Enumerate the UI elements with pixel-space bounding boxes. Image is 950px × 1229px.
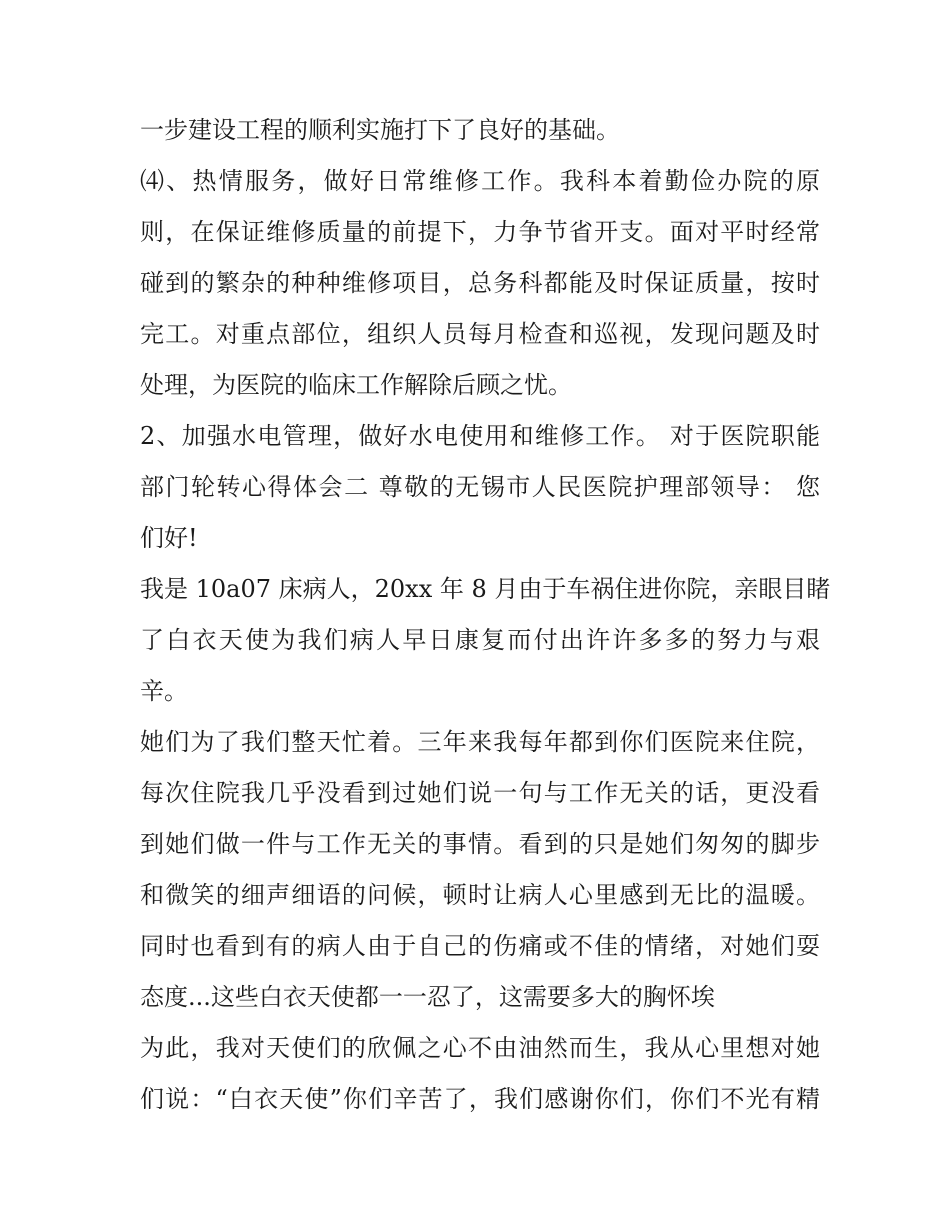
text-line: 我是 10a07 床病人，20xx 年 8 月由于车祸住进你院，亲眼目睹	[140, 575, 831, 603]
text-line: 完工。对重点部位，组织人员每月检查和巡视，发现问题及时	[140, 320, 820, 348]
text-line: 们好!	[140, 524, 198, 552]
text-line: 了白衣天使为我们病人早日康复而付出许许多多的努力与艰	[140, 626, 820, 654]
text-line: 到她们做一件与工作无关的事情。看到的只是她们匆匆的脚步	[140, 830, 820, 858]
text-line: 们说：“白衣天使”你们辛苦了，我们感谢你们，你们不光有精	[140, 1085, 820, 1113]
text-line: 她们为了我们整天忙着。三年来我每年都到你们医院来住院，	[140, 728, 820, 756]
text-line: 辛。	[140, 677, 188, 705]
text-line: 2、加强水电管理，做好水电使用和维修工作。 对于医院职能	[140, 422, 820, 450]
text-line: 每次住院我几乎没看到过她们说一句与工作无关的话，更没看	[140, 779, 820, 807]
text-line: 部门轮转心得体会二 尊敬的无锡市人民医院护理部领导： 您	[140, 473, 820, 501]
text-line: 和微笑的细声细语的问候，顿时让病人心里感到无比的温暖。	[140, 881, 820, 909]
text-line: 态度...这些白衣天使都一一忍了，这需要多大的胸怀埃	[140, 983, 715, 1011]
text-line: ⑷、热情服务，做好日常维修工作。我科本着勤俭办院的原	[140, 167, 820, 195]
body-text	[140, 109, 831, 1129]
text-line: 为此，我对天使们的欣佩之心不由油然而生，我从心里想对她	[140, 1034, 820, 1062]
text-line: 则，在保证维修质量的前提下，力争节省开支。面对平时经常	[140, 218, 820, 246]
text-line: 处理，为医院的临床工作解除后顾之忧。	[140, 371, 572, 399]
text-line: 同时也看到有的病人由于自己的伤痛或不佳的情绪，对她们耍	[140, 932, 820, 960]
text-line: 碰到的繁杂的种种维修项目，总务科都能及时保证质量，按时	[140, 269, 820, 297]
text-line: 一步建设工程的顺利实施打下了良好的基础。	[140, 116, 620, 144]
